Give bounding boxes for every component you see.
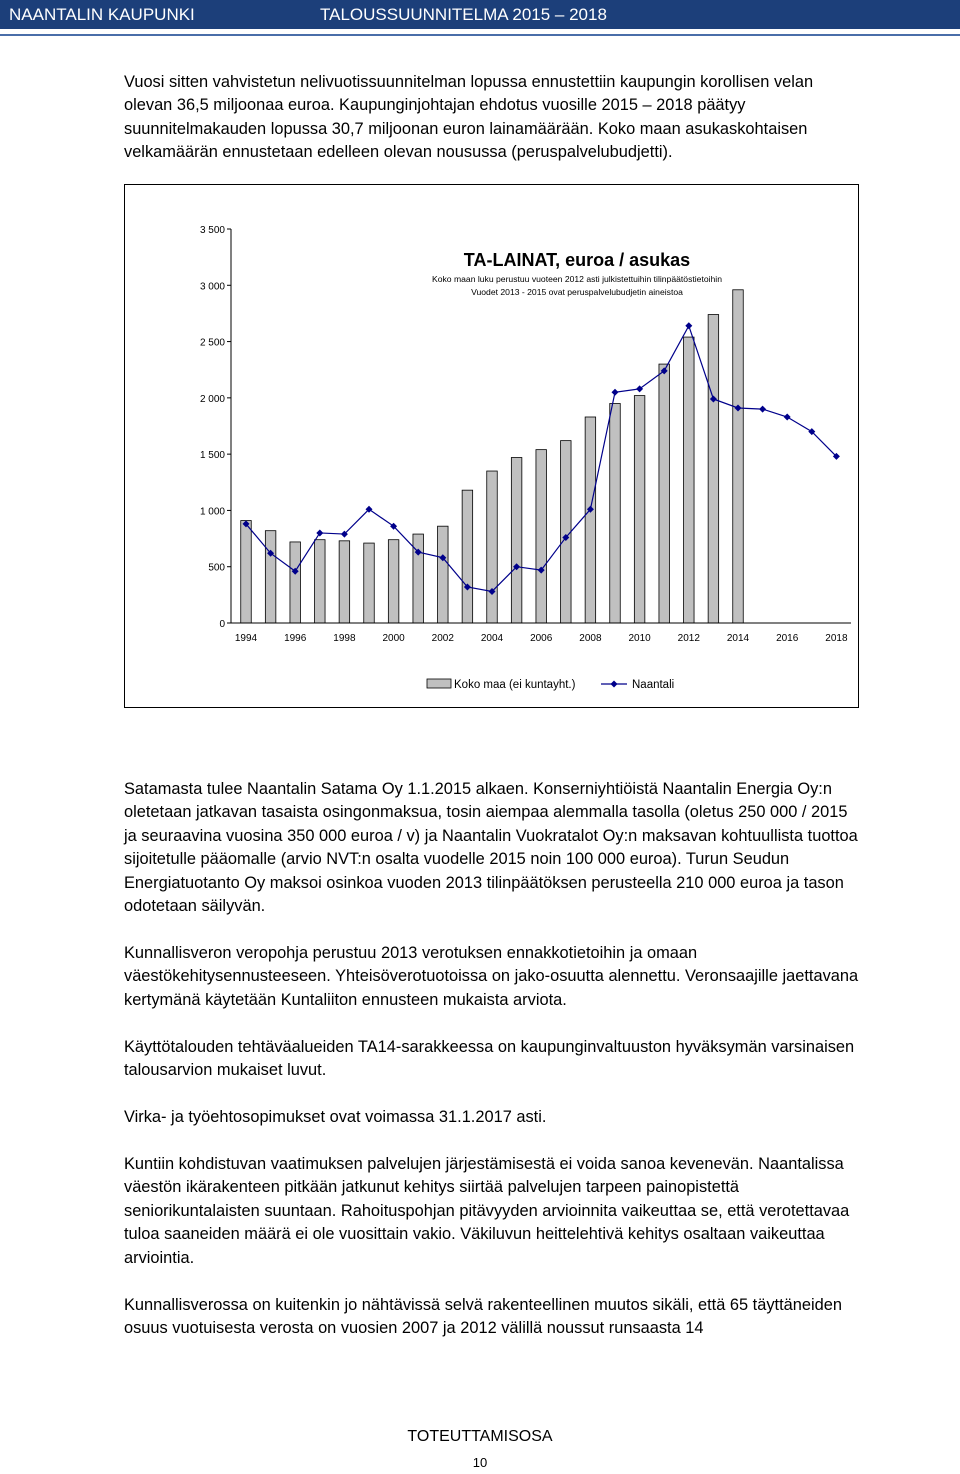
bar-koko-maa (315, 540, 326, 623)
legend-line-marker (611, 681, 618, 688)
bar-koko-maa (290, 542, 301, 623)
x-tick-label: 2012 (677, 633, 700, 644)
bar-koko-maa (511, 458, 521, 623)
chart-frame (124, 184, 859, 708)
x-tick-label: 2002 (431, 633, 454, 644)
x-tick-label: 2004 (480, 633, 504, 644)
y-tick-label: 500 (208, 562, 225, 574)
x-tick-label: 2006 (530, 633, 553, 644)
chart-subtitle-2: Vuodet 2013 - 2015 ovat peruspalvelubudjetin aineistoa (471, 287, 683, 297)
y-tick-label: 2 000 (199, 393, 225, 405)
x-tick-label: 2014 (726, 633, 750, 644)
bar-koko-maa (339, 541, 350, 623)
bar-koko-maa (241, 521, 252, 623)
x-tick-label: 2008 (579, 633, 602, 644)
x-tick-label: 2016 (776, 633, 799, 644)
naantali-point (784, 413, 791, 420)
bar-koko-maa (438, 526, 449, 623)
paragraph-tax-base: Kunnallisveron veropohja perustuu 2013 verotuksen ennakkotietoihin ja omaan väestökehitysennusteeseen. Yhteisöverotuotoissa on jako-osuutta alennettu. Veronsaajille jaettavana kertymänä käytetään Kuntaliiton ennusteen mukaista arviota. (124, 944, 859, 1009)
paragraph-debt-forecast: Vuosi sitten vahvistetun nelivuotissuunnitelman lopussa ennustettiin kaupungin korollisen velan olevan 36,5 miljoonaa euroa. Kaupunginjohtajan ehdotus vuosille 2015 – 2018 päätyy suunnitelmakauden lopussa 30,7 miljoonan euron lainamäärään. Koko maan asukaskohtaisen velkamäärän ennustetaan edelleen olevan nousussa (peruspalvelubudjetti). (124, 73, 814, 162)
naantali-point (612, 389, 619, 396)
header-divider (0, 34, 960, 36)
bar-koko-maa (487, 471, 498, 623)
chart-legend (427, 679, 674, 691)
paragraph-service-demand: Kuntiin kohdistuvan vaatimuksen palvelujen järjestämisestä ei voida sanoa kevenevän. Naantalissa väestön ikärakenteen pitkään jatkunut kehitys siirtää palvelujen tarpeen painopistettä seniorikuntalaisten suuntaan. Rahoituspohjan pitävyyden arvioinnita vaikeuttaa se, että verotettavaa tuloa saaneiden määrä ei ole vuosittain vakio. Väkiluvun heittelehtivä kehitys osaltaan vaikeuttaa arviointia. (124, 1155, 850, 1267)
x-tick-label: 2018 (825, 633, 848, 644)
footer-title: TOTEUTTAMISOSA (407, 1428, 553, 1445)
bar-koko-maa (659, 364, 670, 623)
x-tick-label: 1996 (284, 633, 307, 644)
paragraph-municipal-tax: Kunnallisverossa on kuitenkin jo nähtävissä selvä rakenteellinen muutos sikäli, että 65 täyttäneiden osuus vuotuisesta verosta on vuosien 2007 ja 2012 välillä noussut runsaasta 14 (124, 1296, 842, 1338)
x-tick-label: 2000 (382, 633, 405, 644)
x-tick-label: 1994 (234, 633, 258, 644)
naantali-point (316, 529, 323, 536)
legend-bar-swatch (427, 679, 451, 688)
bar-koko-maa (684, 337, 695, 623)
bar-koko-maa (388, 540, 399, 623)
naantali-point (759, 406, 766, 413)
y-tick-label: 0 (219, 619, 225, 630)
page-number: 10 (472, 1455, 488, 1470)
bar-koko-maa (462, 490, 473, 623)
bar-koko-maa (585, 417, 596, 623)
chart-title: TA-LAINAT, euroa / asukas (463, 250, 691, 270)
paragraph-subsidiaries: Satamasta tulee Naantalin Satama Oy 1.1.2015 alkaen. Konserniyhtiöistä Naantalin Energia Oy:n oletetaan jatkavan tasaista osingonmaksua, tosin aiempaa alemmalla tasolla (oletus 250 000 / 2015 ja seuraavina vuosina 350 000 euroa / v) ja Naantalin Vuokratalot Oy:n maksavan kohtuullista tuottoa sijoitetulle pääomalle (arvio NVT:n osalta vuodelle 2015 noin 100 000 euroa). Turun Seudun Energiatuotanto Oy maksoi osinkoa vuoden 2013 tilinpäätöksen perusteella 210 000 euroa ja tason odotetaan säilyvän. (124, 780, 858, 916)
y-tick-label: 1 000 (199, 506, 225, 518)
legend-bar-label: Koko maa (ei kuntayht.) (454, 679, 576, 691)
bar-koko-maa (634, 396, 645, 623)
y-tick-label: 1 500 (199, 450, 225, 462)
page-header (0, 0, 960, 29)
paragraph-agreements: Virka- ja työehtosopimukset ovat voimassa 31.1.2017 asti. (124, 1108, 547, 1126)
bar-koko-maa (733, 290, 744, 623)
chart-subtitle-1: Koko maan luku perustuu vuoteen 2012 asti julkistettuihin tilinpäätöstietoihin (432, 274, 722, 284)
bar-koko-maa (610, 403, 621, 623)
paragraph-ta14: Käyttötalouden tehtäväalueiden TA14-sarakkeessa on kaupunginvaltuuston hyväksymän varsinaisen talousarvion mukaiset luvut. (124, 1038, 855, 1080)
header-doc-title: TALOUSSUUNNITELMA 2015 – 2018 (320, 5, 607, 24)
naantali-point (685, 322, 692, 329)
ta-lainat-chart (125, 185, 858, 707)
y-tick-label: 2 500 (199, 337, 225, 349)
y-tick-label: 3 000 (199, 281, 225, 293)
x-tick-label: 1998 (333, 633, 356, 644)
bar-koko-maa (536, 450, 547, 623)
legend-line-label: Naantali (632, 679, 675, 691)
bar-koko-maa (561, 441, 572, 623)
header-org: NAANTALIN KAUPUNKI (9, 5, 195, 24)
x-tick-label: 2010 (628, 633, 651, 644)
bar-koko-maa (364, 543, 375, 623)
y-tick-label: 3 500 (199, 225, 225, 236)
bar-koko-maa (708, 315, 719, 623)
bar-koko-maa (265, 531, 276, 623)
